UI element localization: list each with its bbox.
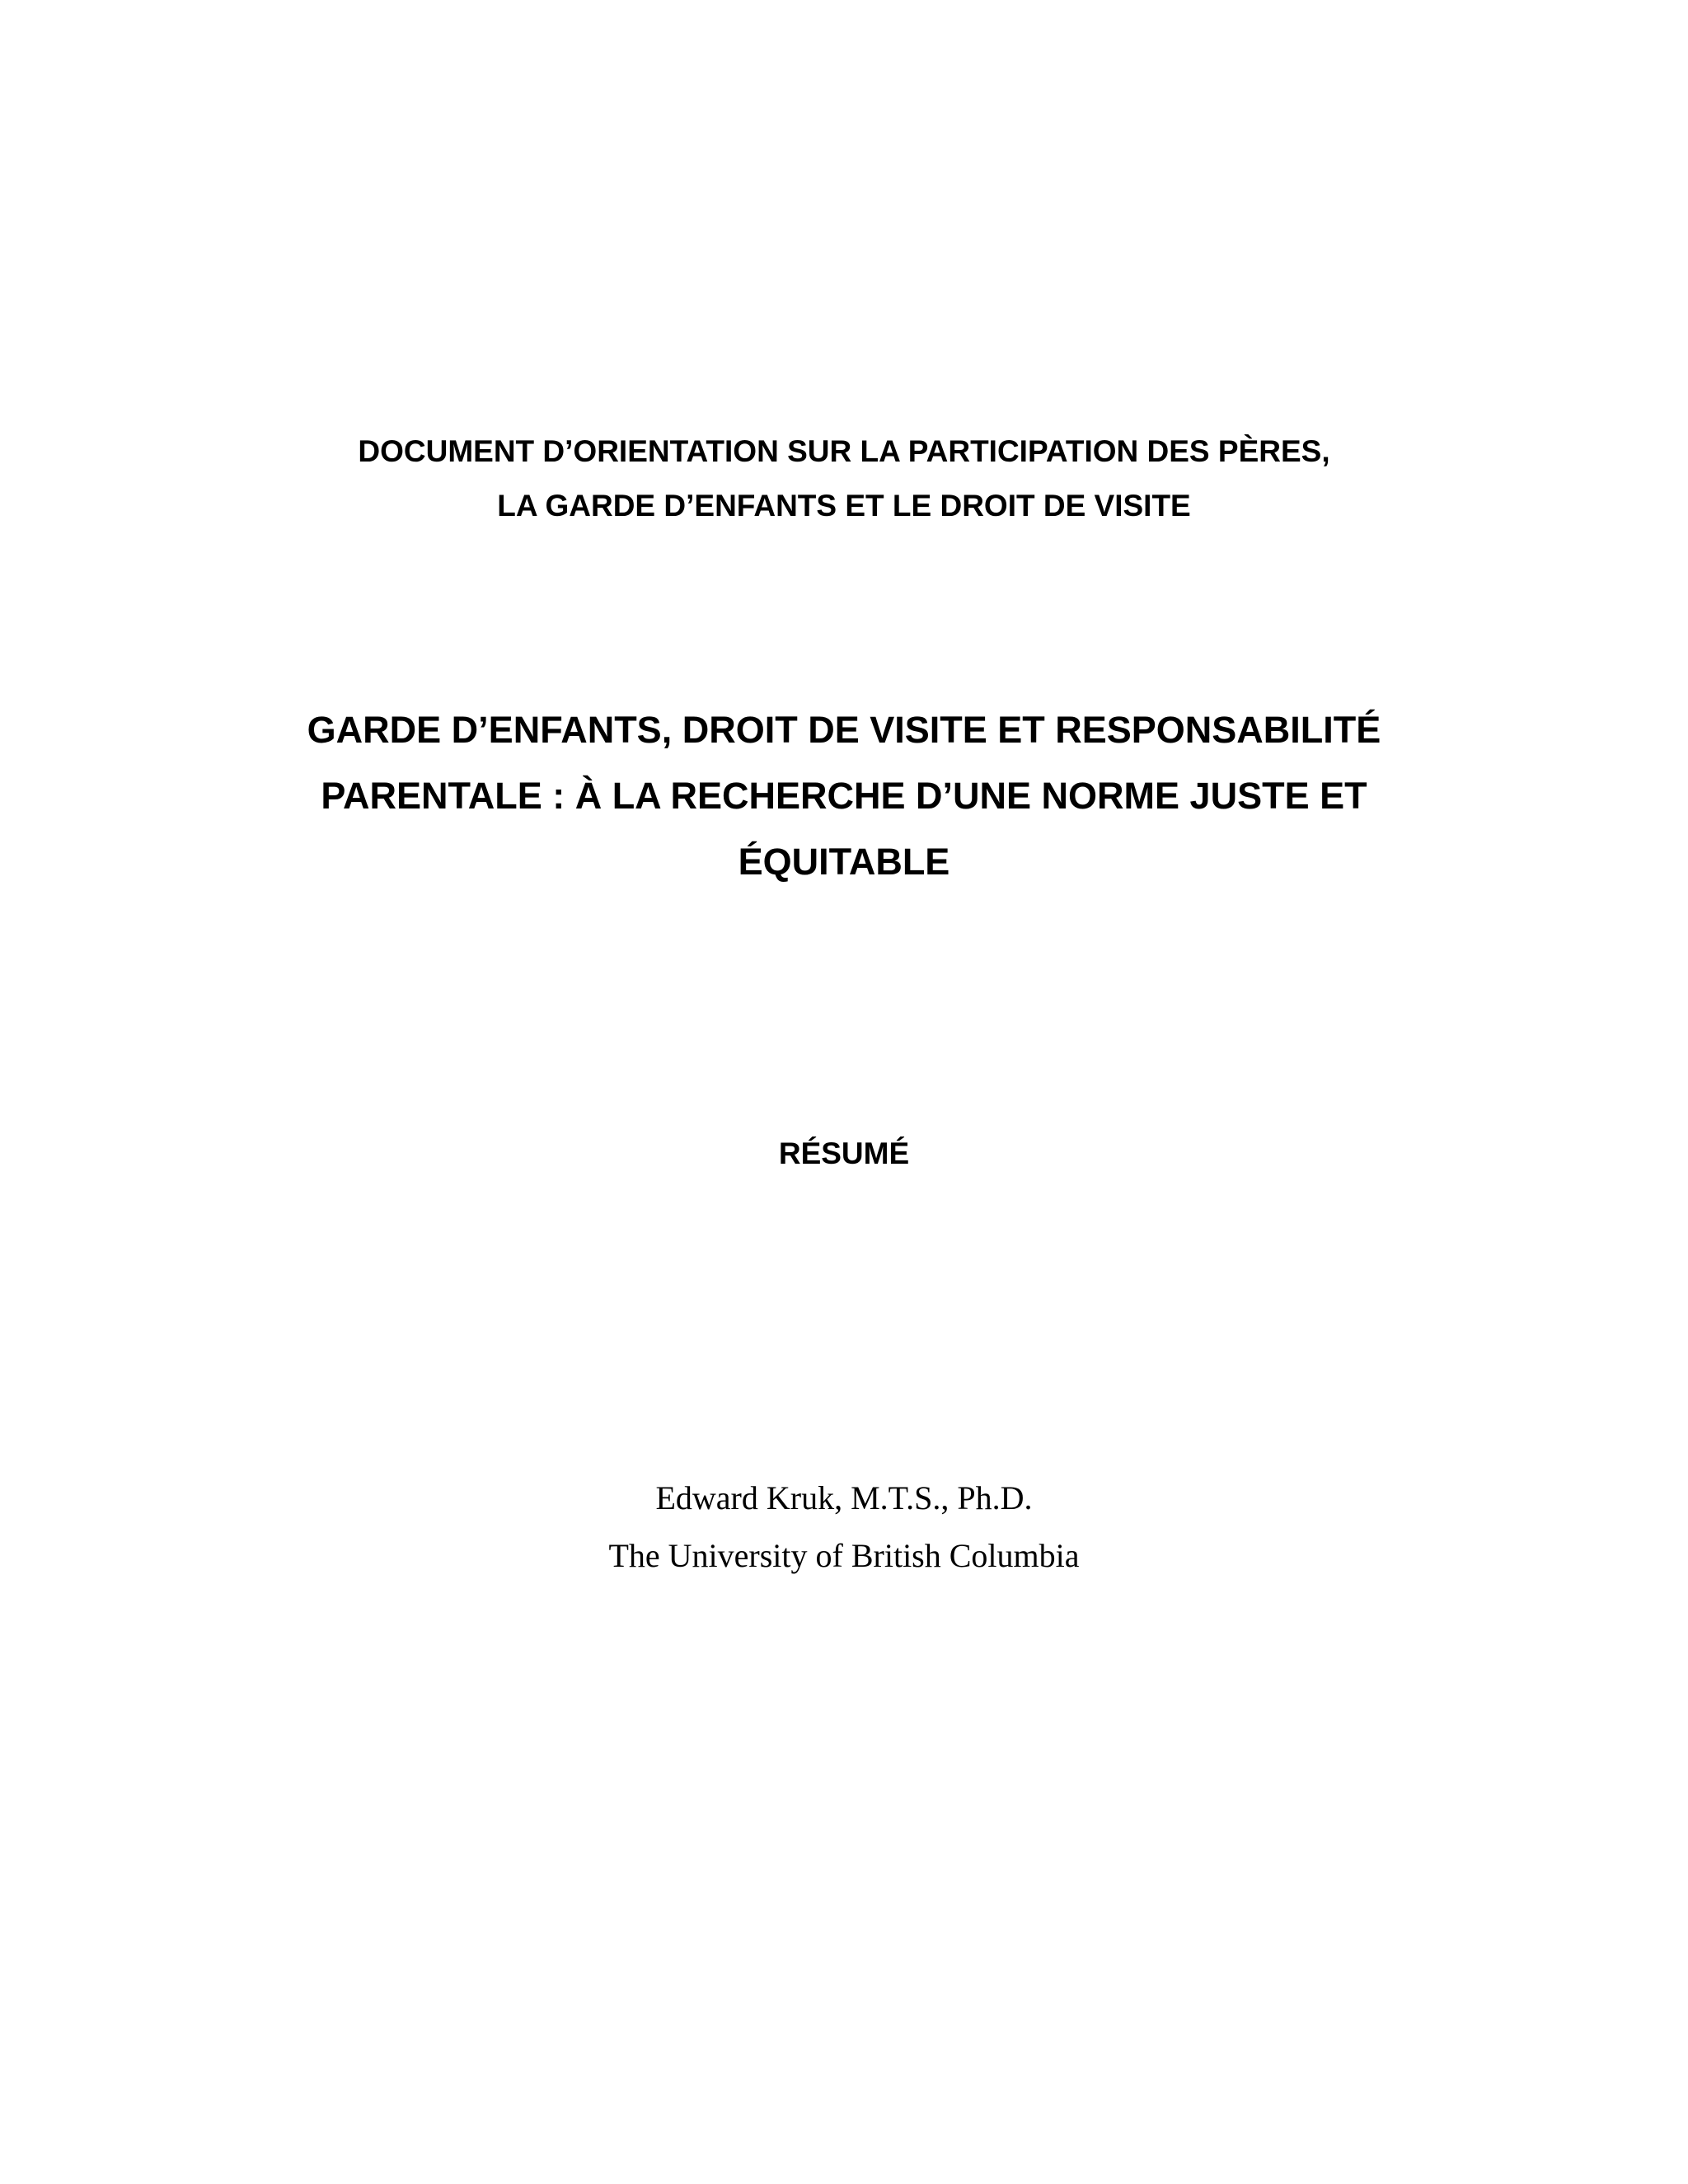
series-title-line-1: DOCUMENT D’ORIENTATION SUR LA PARTICIPATION DES PÈRES,: [358, 434, 1330, 468]
document-title-line-2: PARENTALE : À LA RECHERCHE D’UNE NORME JUSTE ET: [321, 775, 1367, 817]
series-title: [0, 424, 1688, 533]
document-title-line-1: GARDE D’ENFANTS, DROIT DE VISITE ET RESPONSABILITÉ: [307, 709, 1381, 751]
section-heading: RÉSUMÉ: [778, 1137, 910, 1170]
document-title: [0, 697, 1688, 895]
author-name: Edward Kruk, M.T.S., Ph.D.: [655, 1479, 1033, 1516]
series-title-line-2: LA GARDE D’ENFANTS ET LE DROIT DE VISITE: [497, 489, 1191, 523]
document-title-line-3: ÉQUITABLE: [738, 841, 950, 883]
author-block: [0, 1469, 1688, 1585]
author-affiliation: The University of British Columbia: [608, 1537, 1080, 1574]
